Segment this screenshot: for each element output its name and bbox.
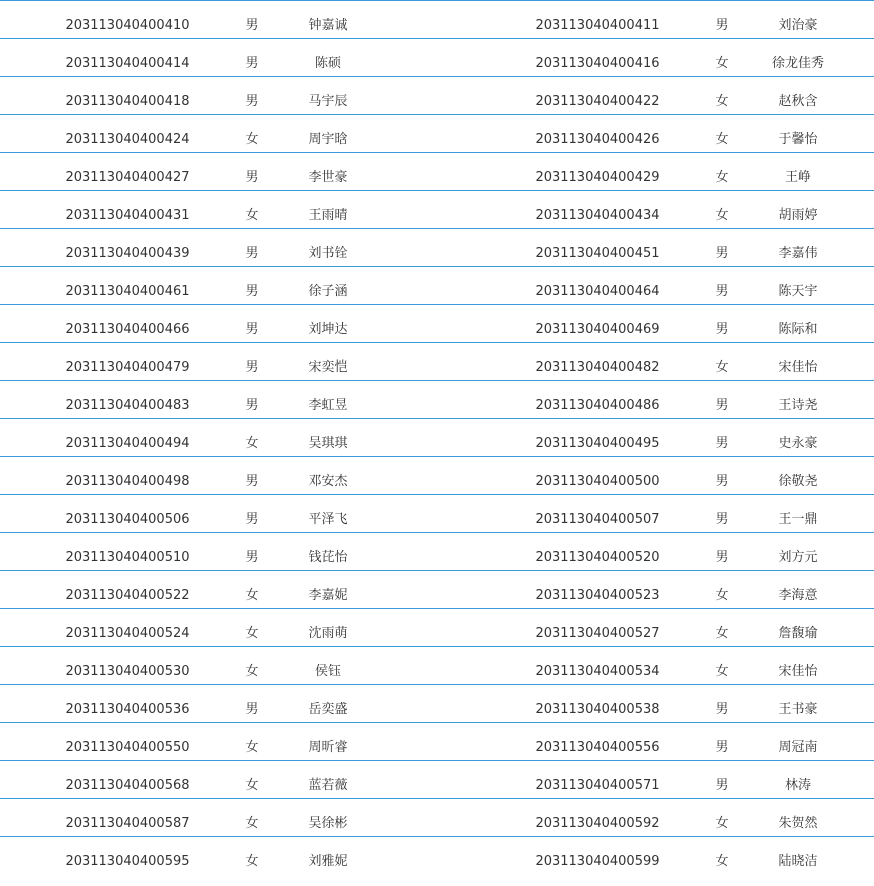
student-name-cell: 岳奕盛 — [308, 702, 348, 717]
gender-cell: 女 — [245, 626, 259, 641]
table-row — [0, 570, 874, 608]
gender-cell: 男 — [715, 778, 729, 793]
student-id-cell: 203113040400439 — [65, 246, 190, 261]
student-name-cell: 于馨怡 — [778, 132, 818, 147]
student-id-cell: 203113040400410 — [65, 18, 190, 33]
gender-cell: 女 — [715, 56, 729, 71]
gender-cell: 男 — [245, 18, 259, 33]
table-row — [0, 342, 874, 380]
student-id-cell: 203113040400414 — [65, 56, 190, 71]
student-name-cell: 王峥 — [784, 170, 811, 185]
student-id-cell: 203113040400550 — [65, 740, 190, 755]
student-id-cell: 203113040400507 — [535, 512, 660, 527]
gender-cell: 女 — [245, 208, 259, 223]
student-name-cell: 马宇辰 — [308, 94, 348, 109]
student-name-cell: 林涛 — [784, 778, 811, 793]
gender-cell: 男 — [715, 322, 729, 337]
gender-cell: 女 — [715, 588, 729, 603]
student-id-cell: 203113040400483 — [65, 398, 190, 413]
student-id-cell: 203113040400424 — [65, 132, 190, 147]
student-id-cell: 203113040400451 — [535, 246, 660, 261]
student-id-cell: 203113040400494 — [65, 436, 190, 451]
student-id-cell: 203113040400536 — [65, 702, 190, 717]
gender-cell: 男 — [715, 702, 729, 717]
gender-cell: 男 — [245, 398, 259, 413]
table-row — [0, 456, 874, 494]
gender-cell: 女 — [245, 854, 259, 869]
student-name-cell: 周宇晗 — [308, 132, 348, 147]
gender-cell: 男 — [715, 398, 729, 413]
student-id-cell: 203113040400431 — [65, 208, 190, 223]
student-id-cell: 203113040400418 — [65, 94, 190, 109]
student-name-cell: 吴徐彬 — [308, 816, 348, 831]
table-row — [0, 114, 874, 152]
student-name-cell: 王书豪 — [778, 702, 818, 717]
student-id-cell: 203113040400523 — [535, 588, 660, 603]
student-name-cell: 胡雨婷 — [778, 208, 818, 223]
gender-cell: 女 — [245, 588, 259, 603]
student-id-cell: 203113040400482 — [535, 360, 660, 375]
student-id-cell: 203113040400506 — [65, 512, 190, 527]
student-id-cell: 203113040400592 — [535, 816, 660, 831]
student-id-cell: 203113040400527 — [535, 626, 660, 641]
student-name-cell: 王一鼎 — [778, 512, 818, 527]
student-name-cell: 刘方元 — [778, 550, 818, 565]
table-row — [0, 722, 874, 760]
student-id-cell: 203113040400538 — [535, 702, 660, 717]
student-id-cell: 203113040400571 — [535, 778, 660, 793]
gender-cell: 男 — [245, 702, 259, 717]
gender-cell: 男 — [245, 550, 259, 565]
student-name-cell: 钱芘怡 — [308, 550, 348, 565]
gender-cell: 男 — [245, 170, 259, 185]
student-name-cell: 詹馥瑜 — [778, 626, 818, 641]
student-name-cell: 陈天宇 — [778, 284, 818, 299]
student-id-cell: 203113040400510 — [65, 550, 190, 565]
table-row — [0, 646, 874, 684]
student-id-cell: 203113040400587 — [65, 816, 190, 831]
student-id-cell: 203113040400464 — [535, 284, 660, 299]
student-id-cell: 203113040400599 — [535, 854, 660, 869]
gender-cell: 女 — [245, 436, 259, 451]
gender-cell: 女 — [715, 360, 729, 375]
student-name-cell: 徐敬尧 — [778, 474, 818, 489]
student-name-cell: 徐子涵 — [308, 284, 348, 299]
student-id-cell: 203113040400469 — [535, 322, 660, 337]
gender-cell: 男 — [715, 246, 729, 261]
gender-cell: 男 — [245, 322, 259, 337]
gender-cell: 男 — [715, 550, 729, 565]
student-name-cell: 李世豪 — [308, 170, 348, 185]
student-name-cell: 钟嘉诚 — [308, 18, 348, 33]
student-name-cell: 周昕睿 — [308, 740, 348, 755]
student-name-cell: 沈雨萌 — [308, 626, 348, 641]
student-name-cell: 宋奕恺 — [308, 360, 348, 375]
gender-cell: 女 — [245, 664, 259, 679]
student-id-cell: 203113040400520 — [535, 550, 660, 565]
student-name-cell: 陈硕 — [314, 56, 341, 71]
table-row — [0, 38, 874, 76]
gender-cell: 女 — [715, 170, 729, 185]
student-id-cell: 203113040400498 — [65, 474, 190, 489]
gender-cell: 女 — [715, 664, 729, 679]
table-row — [0, 760, 874, 798]
student-name-cell: 史永豪 — [778, 436, 818, 451]
gender-cell: 男 — [245, 94, 259, 109]
table-row — [0, 0, 874, 38]
gender-cell: 女 — [245, 778, 259, 793]
student-name-cell: 刘治豪 — [778, 18, 818, 33]
gender-cell: 女 — [715, 816, 729, 831]
gender-cell: 男 — [715, 512, 729, 527]
gender-cell: 男 — [715, 474, 729, 489]
student-id-cell: 203113040400416 — [535, 56, 660, 71]
student-id-cell: 203113040400595 — [65, 854, 190, 869]
student-id-cell: 203113040400426 — [535, 132, 660, 147]
gender-cell: 男 — [245, 474, 259, 489]
gender-cell: 男 — [245, 512, 259, 527]
gender-cell: 女 — [715, 132, 729, 147]
gender-cell: 男 — [245, 246, 259, 261]
gender-cell: 女 — [245, 132, 259, 147]
student-name-cell: 李虹昱 — [308, 398, 348, 413]
table-row — [0, 684, 874, 722]
gender-cell: 女 — [715, 208, 729, 223]
student-id-cell: 203113040400530 — [65, 664, 190, 679]
student-name-cell: 周冠南 — [778, 740, 818, 755]
student-name-cell: 陈际和 — [778, 322, 818, 337]
student-name-cell: 李嘉妮 — [308, 588, 348, 603]
student-name-cell: 王诗尧 — [778, 398, 818, 413]
table-row — [0, 418, 874, 456]
student-name-cell: 李海意 — [778, 588, 818, 603]
student-id-cell: 203113040400479 — [65, 360, 190, 375]
student-name-cell: 邓安杰 — [308, 474, 348, 489]
table-row — [0, 266, 874, 304]
student-name-cell: 蓝若薇 — [308, 778, 348, 793]
table-row — [0, 836, 874, 874]
student-name-cell: 平泽飞 — [308, 512, 348, 527]
student-id-cell: 203113040400534 — [535, 664, 660, 679]
student-name-cell: 宋佳怡 — [778, 664, 818, 679]
student-id-cell: 203113040400495 — [535, 436, 660, 451]
gender-cell: 女 — [245, 816, 259, 831]
student-id-cell: 203113040400411 — [535, 18, 660, 33]
gender-cell: 男 — [715, 740, 729, 755]
student-name-cell: 侯钰 — [314, 664, 341, 679]
student-name-cell: 刘坤达 — [308, 322, 348, 337]
table-row — [0, 152, 874, 190]
gender-cell: 男 — [245, 284, 259, 299]
table-row — [0, 532, 874, 570]
student-id-cell: 203113040400556 — [535, 740, 660, 755]
table-row — [0, 76, 874, 114]
student-name-cell: 朱贺然 — [778, 816, 818, 831]
student-id-cell: 203113040400466 — [65, 322, 190, 337]
student-id-cell: 203113040400500 — [535, 474, 660, 489]
gender-cell: 女 — [715, 626, 729, 641]
student-name-cell: 徐龙佳秀 — [771, 56, 824, 71]
table-row — [0, 190, 874, 228]
gender-cell: 女 — [245, 740, 259, 755]
student-id-cell: 203113040400486 — [535, 398, 660, 413]
student-id-cell: 203113040400461 — [65, 284, 190, 299]
student-id-cell: 203113040400524 — [65, 626, 190, 641]
table-row — [0, 380, 874, 418]
student-name-cell: 李嘉伟 — [778, 246, 818, 261]
student-name-cell: 赵秋含 — [778, 94, 818, 109]
gender-cell: 女 — [715, 854, 729, 869]
student-id-cell: 203113040400568 — [65, 778, 190, 793]
student-id-cell: 203113040400429 — [535, 170, 660, 185]
gender-cell: 男 — [715, 436, 729, 451]
student-id-cell: 203113040400427 — [65, 170, 190, 185]
student-name-cell: 刘雅妮 — [308, 854, 348, 869]
student-id-cell: 203113040400434 — [535, 208, 660, 223]
student-id-cell: 203113040400422 — [535, 94, 660, 109]
student-name-cell: 吴琪琪 — [308, 436, 348, 451]
gender-cell: 男 — [715, 284, 729, 299]
table-row — [0, 304, 874, 342]
student-name-cell: 陆晓洁 — [778, 854, 818, 869]
gender-cell: 男 — [715, 18, 729, 33]
gender-cell: 女 — [715, 94, 729, 109]
student-name-cell: 王雨晴 — [308, 208, 348, 223]
student-name-cell: 刘书铨 — [308, 246, 348, 261]
table-row — [0, 494, 874, 532]
table-row — [0, 228, 874, 266]
student-name-cell: 宋佳怡 — [778, 360, 818, 375]
student-id-cell: 203113040400522 — [65, 588, 190, 603]
gender-cell: 男 — [245, 360, 259, 375]
table-row — [0, 798, 874, 836]
gender-cell: 男 — [245, 56, 259, 71]
table-row — [0, 608, 874, 646]
